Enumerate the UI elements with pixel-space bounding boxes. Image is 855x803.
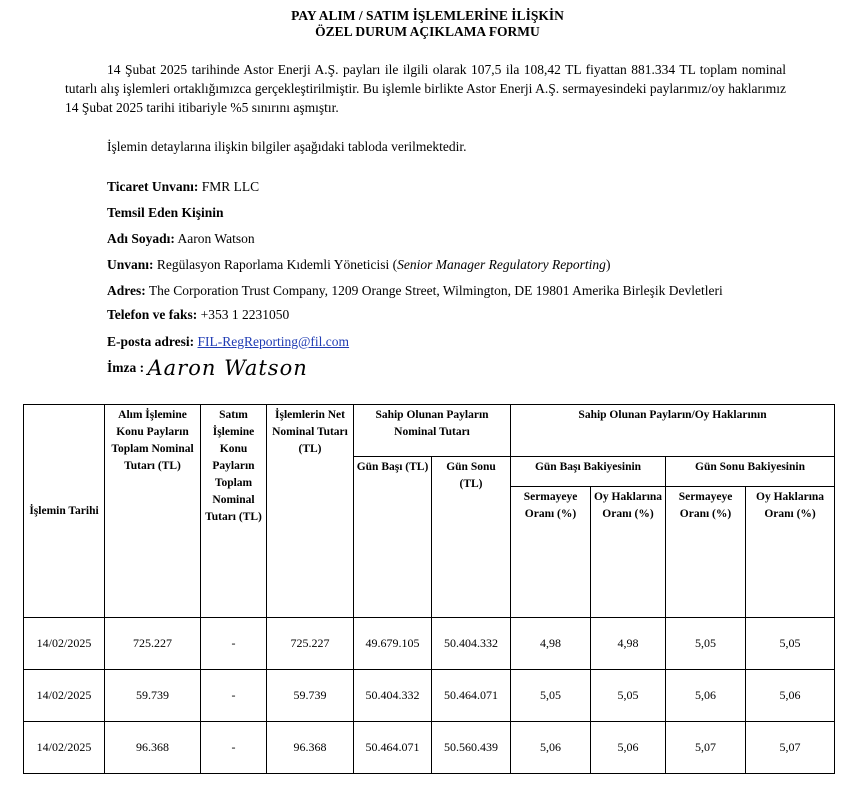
header-start-nominal: Gün Başı (TL): [354, 457, 432, 618]
cell-start-nominal: 49.679.105: [354, 618, 432, 670]
table-row: [24, 670, 835, 722]
trade-name-value: FMR LLC: [201, 179, 260, 194]
header-start-vote-ratio: Oy Haklarına Oranı (%): [591, 487, 666, 618]
cell-date: 14/02/2025: [24, 618, 105, 670]
phone-label: Telefon ve faks:: [107, 307, 198, 322]
intro-paragraph: [65, 60, 786, 117]
cell-start-capital: 5,06: [511, 722, 591, 774]
cell-sell: -: [201, 618, 267, 670]
cell-net: 725.227: [267, 618, 354, 670]
cell-buy: 96.368: [105, 722, 201, 774]
title-row: [107, 256, 610, 274]
header-end-capital-ratio: Sermayeye Oranı (%): [666, 487, 746, 618]
name-row: [107, 230, 255, 248]
header-start-balance: Gün Başı Bakiyesinin: [511, 457, 666, 487]
cell-date: 14/02/2025: [24, 670, 105, 722]
cell-end-vote: 5,05: [746, 618, 835, 670]
signature: Aaron Watson: [147, 356, 308, 380]
cell-start-capital: 5,05: [511, 670, 591, 722]
header-end-nominal: Gün Sonu (TL): [432, 457, 511, 618]
title-value-close: ): [605, 257, 611, 272]
cell-net: 96.368: [267, 722, 354, 774]
phone-value: +353 1 2231050: [200, 307, 290, 322]
header-group-nominal: Sahip Olunan Payların Nominal Tutarı: [354, 405, 511, 457]
header-sell-nominal: Satım İşlemine Konu Payların Toplam Nominal Tutarı (TL): [201, 405, 267, 618]
cell-end-nominal: 50.464.071: [432, 670, 511, 722]
signature-label: İmza :: [107, 360, 145, 375]
address-label: Adres:: [107, 283, 146, 298]
table-row: [24, 618, 835, 670]
table-row: [24, 722, 835, 774]
header-net-nominal: İşlemlerin Net Nominal Tutarı (TL): [267, 405, 354, 618]
cell-start-vote: 4,98: [591, 618, 666, 670]
cell-start-capital: 4,98: [511, 618, 591, 670]
title-label: Unvanı:: [107, 257, 154, 272]
header-start-capital-ratio: Sermayeye Oranı (%): [511, 487, 591, 618]
transactions-table: [23, 404, 835, 774]
header-transaction-date: İşlemin Tarihi: [24, 405, 105, 618]
cell-end-vote: 5,06: [746, 670, 835, 722]
trade-name-label: Ticaret Unvanı:: [107, 179, 199, 194]
cell-end-nominal: 50.560.439: [432, 722, 511, 774]
email-row: [107, 333, 349, 351]
form-title-line2: ÖZEL DURUM AÇIKLAMA FORMU: [315, 24, 540, 39]
cell-end-vote: 5,07: [746, 722, 835, 774]
header-group-shares: Sahip Olunan Payların/Oy Haklarının: [511, 405, 835, 457]
cell-start-vote: 5,05: [591, 670, 666, 722]
cell-sell: -: [201, 670, 267, 722]
cell-start-nominal: 50.404.332: [354, 670, 432, 722]
header-buy-nominal: Alım İşlemine Konu Payların Toplam Nominal Tutarı (TL): [105, 405, 201, 618]
intro-paragraph-text: 14 Şubat 2025 tarihinde Astor Enerji A.Ş. payları ile ilgili olarak 107,5 ila 108,42 TL fiyattan 881.334 TL toplam nominal tutarlı alış işlemleri ortaklığımızca gerçekleştirilmiştir. Bu işlemle birlikte Astor Enerji A.Ş. sermayesindeki paylarımız/oy haklarımız 14 Şubat 2025 tarihi itibariyle %5 sınırını aşmıştır.: [65, 62, 786, 115]
email-label: E-posta adresi:: [107, 334, 195, 349]
signature-row: [107, 356, 308, 380]
trade-name-row: [107, 178, 259, 196]
cell-end-capital: 5,07: [666, 722, 746, 774]
name-label: Adı Soyadı:: [107, 231, 175, 246]
address-value: The Corporation Trust Company, 1209 Orange Street, Wilmington, DE 19801 Amerika Birleşik Devletleri: [148, 283, 723, 298]
form-title-line1: PAY ALIM / SATIM İŞLEMLERİNE İLİŞKİN: [291, 8, 564, 23]
cell-end-nominal: 50.404.332: [432, 618, 511, 670]
cell-start-vote: 5,06: [591, 722, 666, 774]
cell-start-nominal: 50.464.071: [354, 722, 432, 774]
cell-end-capital: 5,06: [666, 670, 746, 722]
title-value-english: Senior Manager Regulatory Reporting: [397, 257, 606, 272]
header-end-balance: Gün Sonu Bakiyesinin: [666, 457, 835, 487]
cell-buy: 59.739: [105, 670, 201, 722]
details-line: İşlemin detaylarına ilişkin bilgiler aşağıdaki tabloda verilmektedir.: [107, 139, 467, 154]
representative-heading-text: Temsil Eden Kişinin: [107, 205, 224, 220]
cell-sell: -: [201, 722, 267, 774]
address-row: [107, 282, 723, 300]
cell-end-capital: 5,05: [666, 618, 746, 670]
cell-buy: 725.227: [105, 618, 201, 670]
name-value: Aaron Watson: [177, 231, 255, 246]
cell-net: 59.739: [267, 670, 354, 722]
title-value: Regülasyon Raporlama Kıdemli Yöneticisi (: [156, 257, 398, 272]
email-link[interactable]: FIL-RegReporting@fil.com: [197, 334, 350, 349]
header-end-vote-ratio: Oy Haklarına Oranı (%): [746, 487, 835, 618]
phone-row: [107, 306, 289, 324]
representative-heading: [107, 204, 224, 222]
cell-date: 14/02/2025: [24, 722, 105, 774]
